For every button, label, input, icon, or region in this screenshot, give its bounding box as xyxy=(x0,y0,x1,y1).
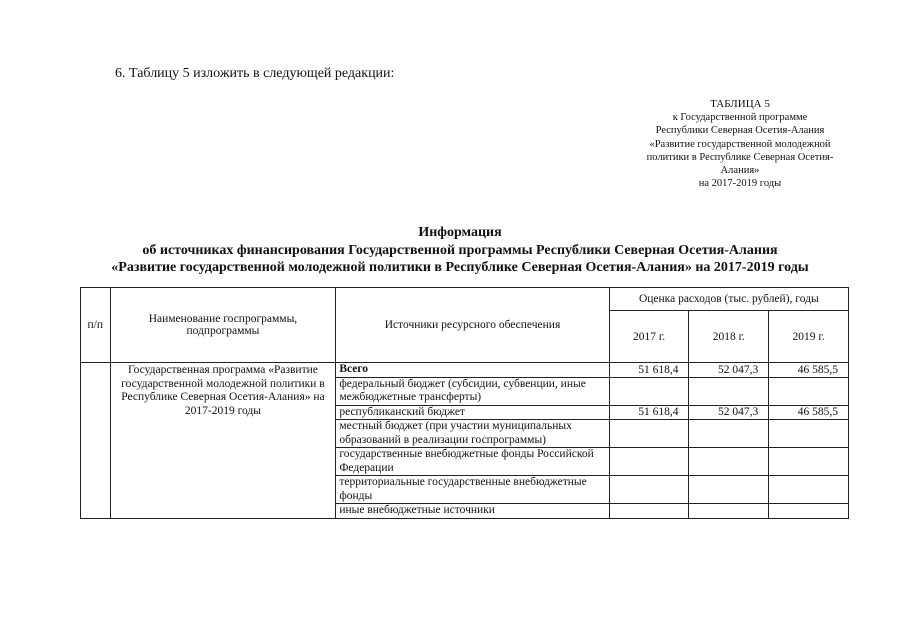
intro-text: 6. Таблицу 5 изложить в следующей редакции: xyxy=(115,66,395,81)
value-cell xyxy=(609,476,689,504)
value-cell xyxy=(609,420,689,448)
caption-line: к Государственной программе xyxy=(672,112,808,124)
header-source: Источники ресурсного обеспечения xyxy=(336,288,609,363)
financing-table xyxy=(80,287,849,519)
heading-line: об источниках финансирования Государственной программы Республики Северная Осетия-Алания xyxy=(142,242,778,258)
value-cell xyxy=(769,377,849,405)
program-name: Государственная программа «Развитие государственной молодежной политики в Республике Северная Осетия-Алания» на 2017-2019 годы xyxy=(110,363,336,519)
caption-line: Алания» xyxy=(720,165,760,177)
heading-line: Информация xyxy=(418,225,502,240)
source-cell: Всего xyxy=(336,363,609,378)
source-cell: иные внебюджетные источники xyxy=(336,504,609,519)
source-cell: государственные внебюджетные фонды Российской Федерации xyxy=(336,448,609,476)
header-num: п/п xyxy=(81,288,111,363)
source-cell: местный бюджет (при участии муниципальных образований в реализации госпрограммы) xyxy=(336,420,609,448)
header-name: Наименование госпрограммы, подпрограммы xyxy=(110,288,336,363)
document-heading xyxy=(60,224,860,277)
caption-title: ТАБЛИЦА 5 xyxy=(710,98,770,110)
caption-line: политики в Республике Северная Осетия- xyxy=(646,151,834,163)
value-cell: 52 047,3 xyxy=(689,405,769,420)
value-cell xyxy=(769,448,849,476)
source-cell: республиканский бюджет xyxy=(336,405,609,420)
value-cell xyxy=(689,476,769,504)
value-cell xyxy=(609,448,689,476)
value-cell: 52 047,3 xyxy=(689,363,769,378)
value-cell xyxy=(689,420,769,448)
num-cell xyxy=(81,363,111,519)
caption-line: Республики Северная Осетия-Алания xyxy=(655,125,825,137)
value-cell xyxy=(769,476,849,504)
header-estimate: Оценка расходов (тыс. рублей), годы xyxy=(609,288,848,311)
table-row xyxy=(81,363,849,378)
value-cell xyxy=(769,504,849,519)
value-cell xyxy=(689,448,769,476)
header-year: 2018 г. xyxy=(689,311,769,363)
value-cell: 46 585,5 xyxy=(769,405,849,420)
heading-line: «Развитие государственной молодежной политики в Республике Северная Осетия-Алания» на 2017-2019 годы xyxy=(111,260,809,275)
caption-line: на 2017-2019 годы xyxy=(698,178,782,190)
header-year: 2019 г. xyxy=(769,311,849,363)
value-cell: 51 618,4 xyxy=(609,405,689,420)
caption-line: «Развитие государственной молодежной xyxy=(649,138,831,150)
value-cell xyxy=(609,377,689,405)
value-cell: 51 618,4 xyxy=(609,363,689,378)
table-caption xyxy=(620,98,860,190)
value-cell xyxy=(609,504,689,519)
value-cell xyxy=(769,420,849,448)
value-cell: 46 585,5 xyxy=(769,363,849,378)
header-year: 2017 г. xyxy=(609,311,689,363)
value-cell xyxy=(689,377,769,405)
value-cell xyxy=(689,504,769,519)
source-cell: территориальные государственные внебюджетные фонды xyxy=(336,476,609,504)
source-cell: федеральный бюджет (субсидии, субвенции, иные межбюджетные трансферты) xyxy=(336,377,609,405)
